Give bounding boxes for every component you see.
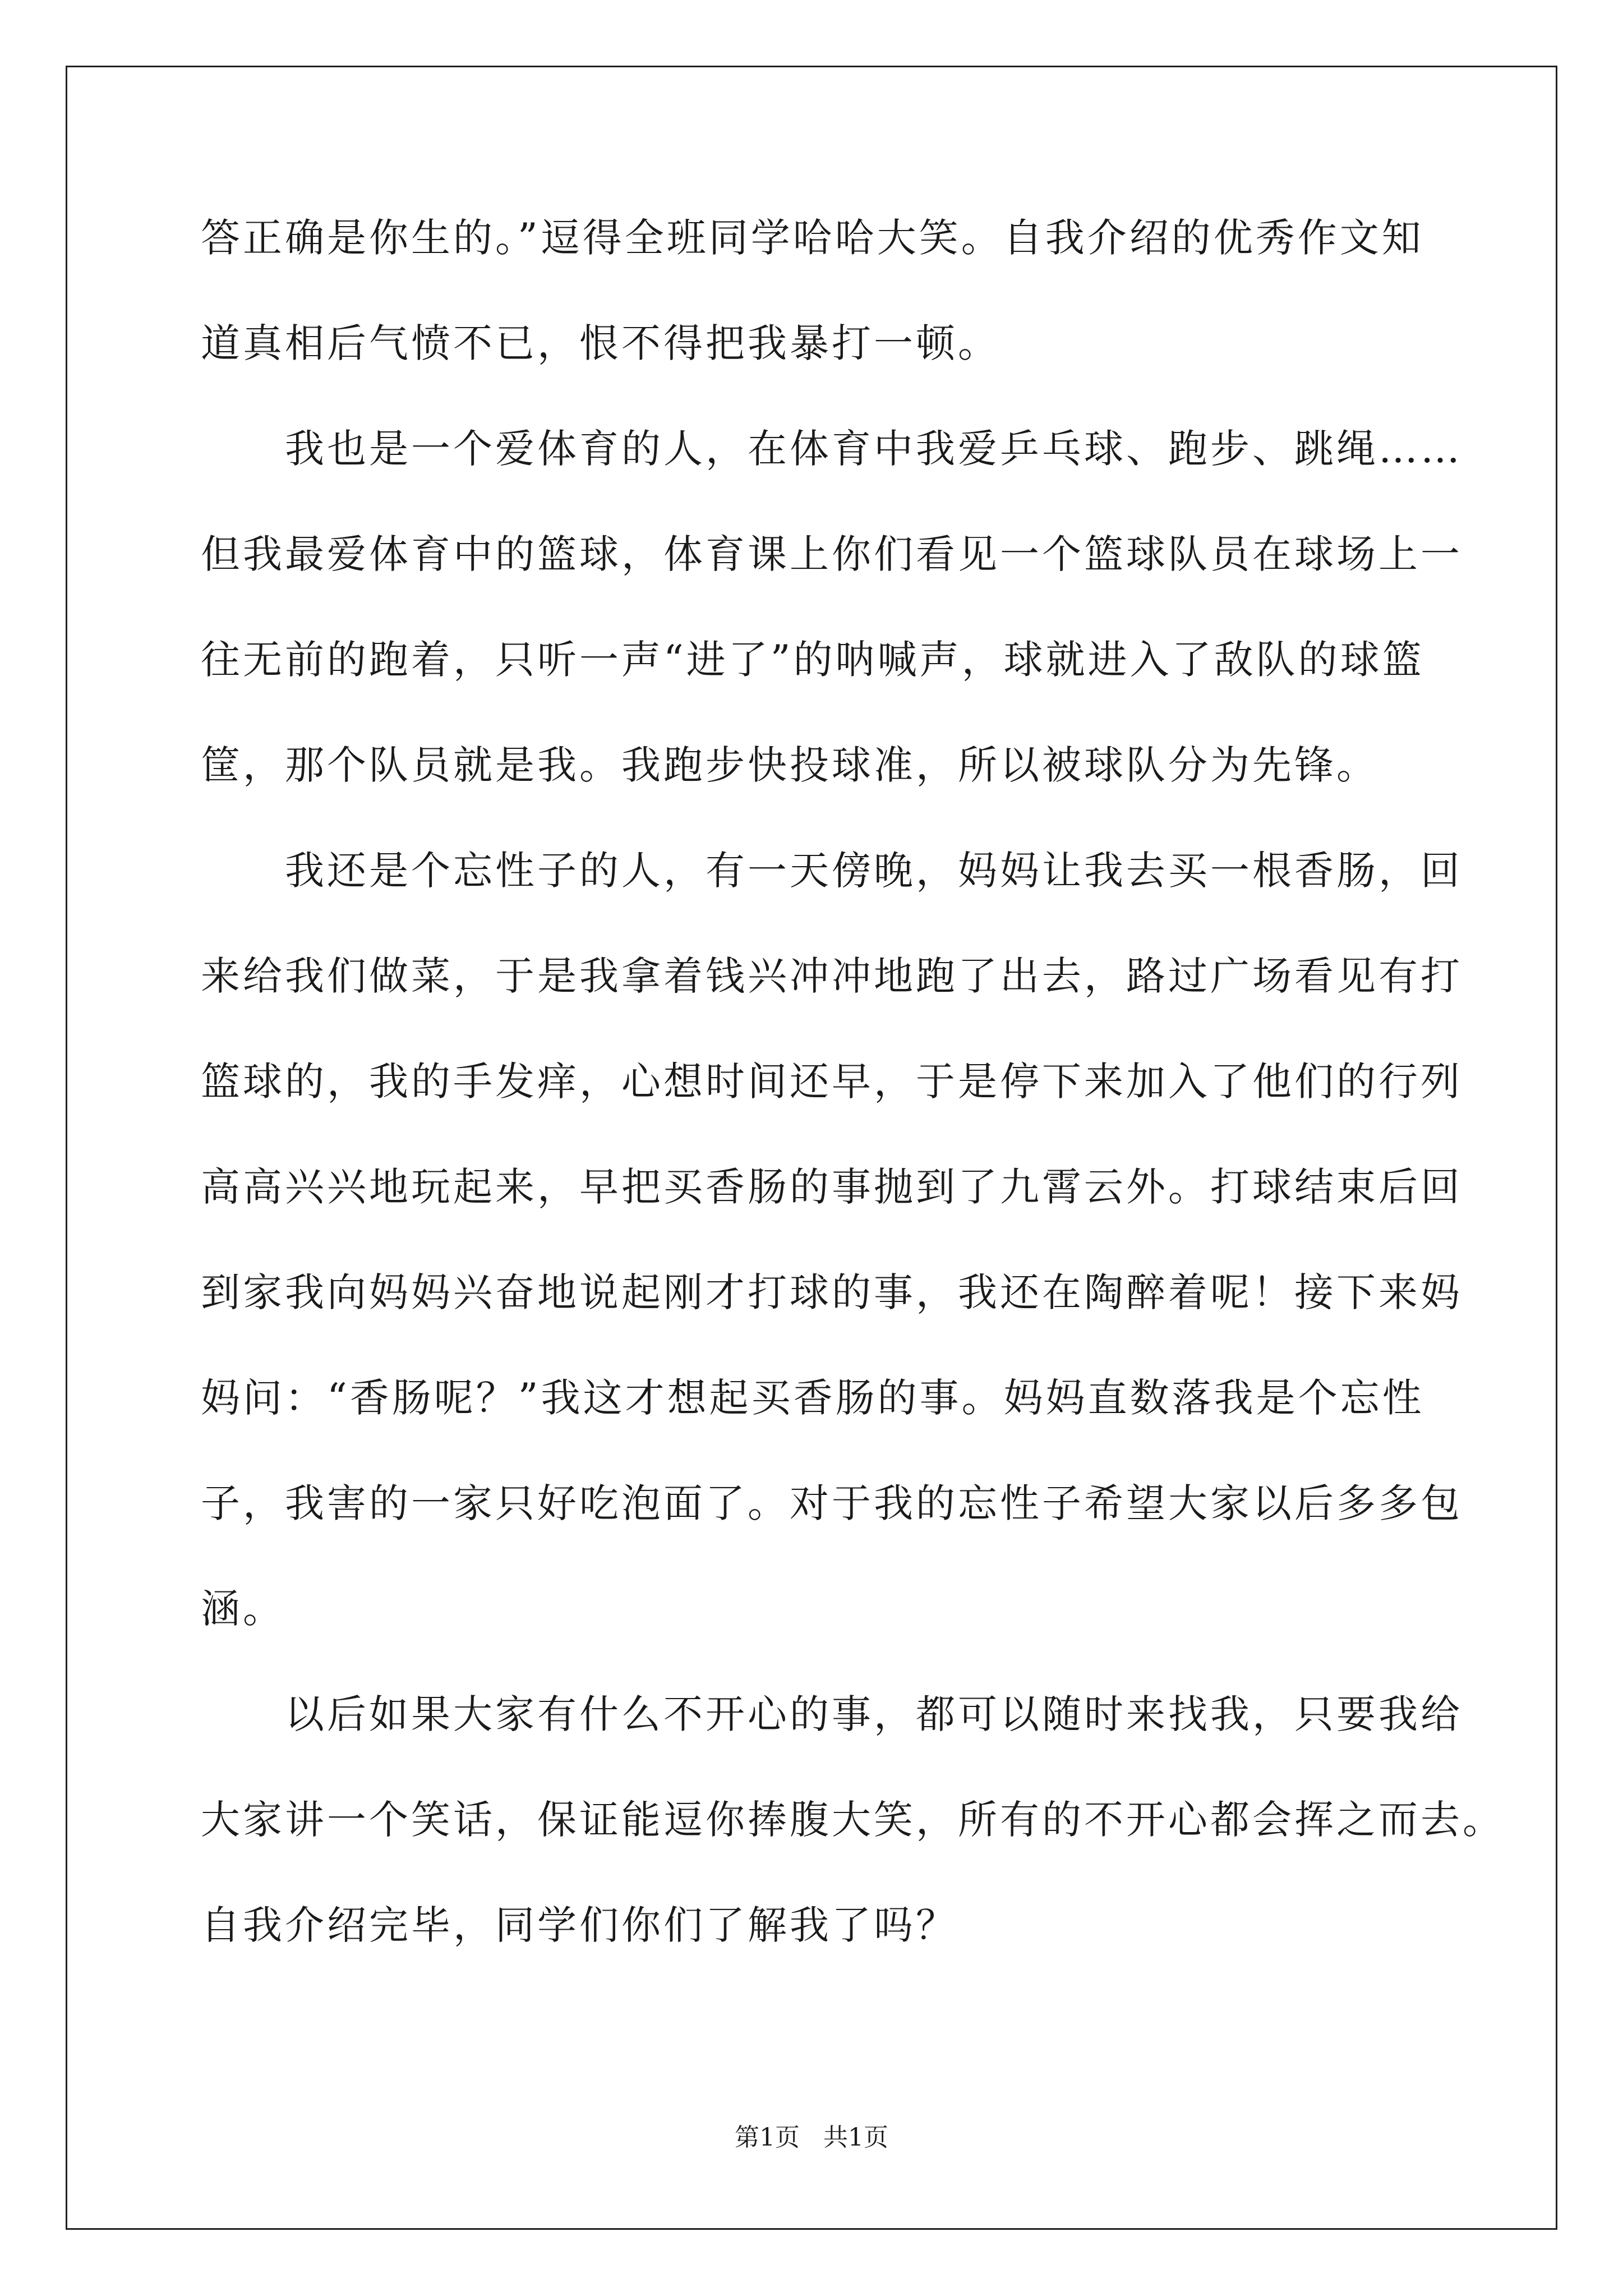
text-line: 高高兴兴地玩起来，早把买香肠的事抛到了九霄云外。打球结束后回 (201, 1164, 1463, 1210)
text-line: 道真相后气愤不已，恨不得把我暴打一顿。 (201, 320, 1000, 366)
page-number-footer: 第1页 共1页 (735, 2123, 888, 2152)
text-line: 我还是个忘性子的人，有一天傍晚，妈妈让我去买一根香肠，回 (285, 848, 1463, 894)
document-body (201, 206, 1505, 1999)
text-line: 往无前的跑着，只听一声“进了”的呐喊声，球就进入了敌队的球篮 (201, 637, 1424, 683)
text-line: 自我介绍完毕，同学们你们了解我了吗？ (201, 1902, 958, 1948)
text-line: 到家我向妈妈兴奋地说起刚才打球的事，我还在陶醉着呢！接下来妈 (201, 1269, 1463, 1315)
text-line: 我也是一个爱体育的人，在体育中我爱乒乓球、跑步、跳绳…… (285, 426, 1463, 472)
text-line: 筐，那个队员就是我。我跑步快投球准，所以被球队分为先锋。 (201, 742, 1378, 788)
text-line: 以后如果大家有什么不开心的事，都可以随时来找我，只要我给 (285, 1691, 1463, 1737)
text-line: 妈问：“香肠呢？”我这才想起买香肠的事。妈妈直数落我是个忘性 (201, 1375, 1424, 1421)
text-line: 来给我们做菜，于是我拿着钱兴冲冲地跑了出去，路过广场看见有打 (201, 953, 1463, 999)
text-line: 答正确是你生的。”逗得全班同学哈哈大笑。自我介绍的优秀作文知 (201, 215, 1424, 261)
text-line: 但我最爱体育中的篮球，体育课上你们看见一个篮球队员在球场上一 (201, 531, 1463, 577)
text-line: 大家讲一个笑话，保证能逗你捧腹大笑，所有的不开心都会挥之而去。 (201, 1797, 1505, 1843)
text-line: 子，我害的一家只好吃泡面了。对于我的忘性子希望大家以后多多包 (201, 1480, 1463, 1526)
text-line: 篮球的，我的手发痒，心想时间还早，于是停下来加入了他们的行列 (201, 1059, 1463, 1105)
text-line: 涵。 (201, 1586, 285, 1632)
